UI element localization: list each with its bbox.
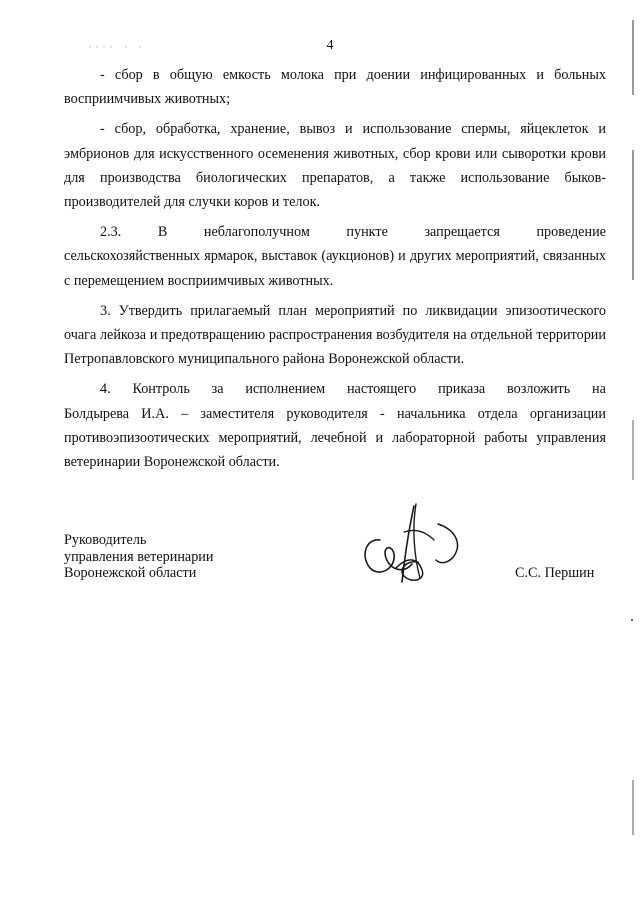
- text-line: 3. Утвердить прилагаемый план мероприятий по ликвидации эпизоотического: [100, 302, 606, 319]
- word: за: [211, 381, 224, 398]
- word: 2.3.: [100, 224, 122, 241]
- scan-edge-artifact: [630, 0, 636, 905]
- paragraph-continuation: [64, 402, 606, 475]
- text-line: противоэпизоотических мероприятий, лечебной и лабораторной работы управления: [64, 429, 606, 446]
- text-line: ветеринарии Воронежской области.: [64, 454, 280, 471]
- scan-noise: [88, 44, 148, 50]
- word: возложить: [507, 381, 571, 398]
- text-line: сельскохозяйственных ярмарок, выставок (аукционов) и других мероприятий,: [64, 248, 539, 265]
- text-line-spread: [64, 220, 606, 244]
- text-line: - сбор, обработка, хранение, вывоз и использование спермы, яйцеклеток и: [100, 121, 606, 138]
- text-line: крови для производства биологических препаратов, а также использование быков-: [64, 145, 606, 186]
- word: В: [157, 224, 168, 241]
- signatory-title-line: Воронежской области: [64, 565, 197, 581]
- paragraph-4-control: [64, 377, 606, 474]
- text-line: территории Петропавловского муниципального района Воронежской области.: [64, 327, 606, 368]
- signatory-title-line: управления ветеринарии: [64, 548, 214, 565]
- text-line: эмбрионов для искусственного осеменения животных, сбор крови или сыворотки: [64, 145, 567, 162]
- word: неблагополучном: [203, 224, 310, 241]
- word: проведение: [536, 224, 606, 241]
- text-line: - сбор в общую емкость молока при доении инфицированных и больных: [100, 67, 606, 83]
- signatory-title: [64, 532, 214, 582]
- paragraph-2-3: [64, 220, 606, 293]
- text-line: Болдырева И.А. – заместителя руководителя - начальника отдела организации: [64, 405, 606, 422]
- paragraph-3-approve-plan: [64, 299, 606, 372]
- word: приказа: [438, 381, 486, 398]
- paragraph-continuation: [64, 244, 606, 292]
- text-line: восприимчивых животных;: [64, 91, 231, 108]
- text-line: связанных с перемещением восприимчивых животных.: [64, 248, 606, 289]
- signatory-name: С.С. Першин: [515, 565, 595, 581]
- paragraph-sperm-collection: [64, 117, 606, 214]
- text-line: производителей для случки коров и телок.: [64, 194, 321, 211]
- word: пункте: [346, 224, 388, 241]
- handwritten-signature: [352, 498, 472, 588]
- word: настоящего: [346, 381, 417, 398]
- document-body: [64, 63, 606, 474]
- text-line: очага лейкоза и предотвращению распространения возбудителя на отдельной: [64, 327, 533, 344]
- text-line-spread: [64, 377, 606, 401]
- word: Контроль: [132, 381, 190, 398]
- paragraph-milk-collection: [64, 63, 606, 111]
- word: запрещается: [424, 224, 500, 241]
- page-number: 4: [326, 38, 334, 53]
- word: на: [592, 381, 606, 398]
- word: исполнением: [245, 381, 326, 398]
- signatory-title-line: Руководитель: [64, 532, 147, 548]
- word: 4.: [100, 381, 111, 398]
